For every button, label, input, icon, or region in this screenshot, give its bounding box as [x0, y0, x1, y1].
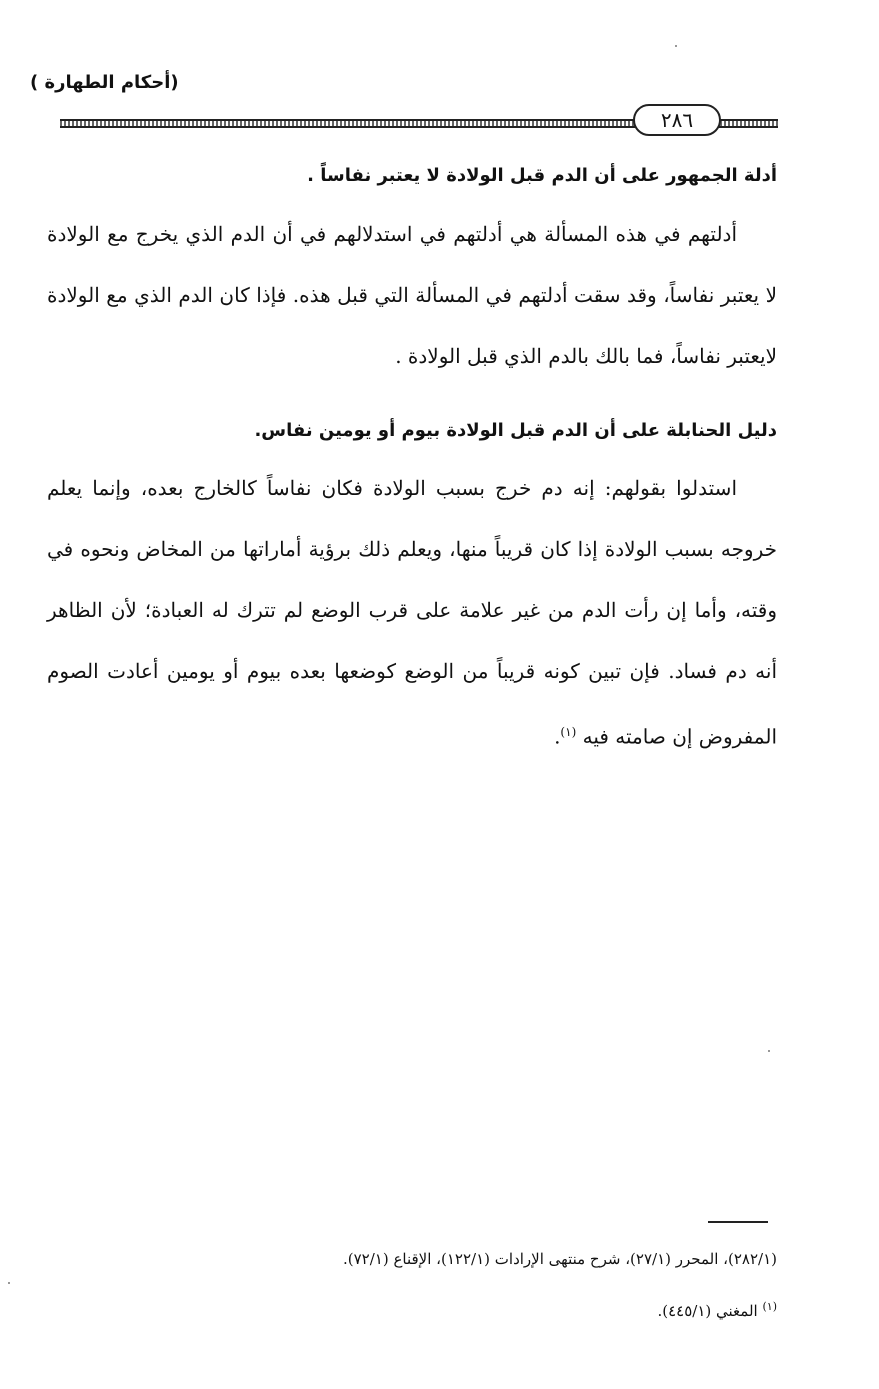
scan-speck	[8, 1282, 10, 1284]
scan-speck	[768, 1050, 770, 1052]
footnote-item	[77, 1283, 777, 1335]
section-heading-majority: أدلة الجمهور على أن الدم قبل الولادة لا يعتبر نفاساً .	[307, 165, 777, 186]
paragraph-majority-text: أدلتهم في هذه المسألة هي أدلتهم في استدلالهم في أن الدم الذي يخرج مع الولادة لا يعتبر نفاساً، وقد سقت أدلتهم في المسألة التي قبل هذه. فإذا كان الدم الذي مع الولادة لايعتبر نفاساً، فما بالك بالدم الذي قبل الولادة .	[47, 222, 777, 368]
page-number: ٢٨٦	[633, 104, 721, 136]
paragraph-hanabila	[47, 458, 777, 768]
paragraph-majority	[47, 204, 777, 387]
scan-speck	[675, 45, 677, 47]
footnote-mark: (١)	[762, 1300, 777, 1313]
paragraph-hanabila-text: استدلوا بقولهم: إنه دم خرج بسبب الولادة فكان نفاساً كالخارج بعده، وإنما يعلم خروجه بسبب الولادة إذا كان قريباً منها، ويعلم ذلك برؤية أماراتها من المخاض ونحوه في وقته، وأما إن رأت الدم من غير علامة على قرب الوضع لم تترك له العبادة؛ لأن الظاهر أنه دم فساد. فإن تبين كونه قريباً من الوضع كوضعها بعده بيوم أو يومين أعادت الصوم المفروض إن صامته فيه	[47, 476, 777, 749]
section-heading-hanabila: دليل الحنابلة على أن الدم قبل الولادة بيوم أو يومين نفاس.	[254, 420, 777, 441]
footnotes	[77, 1235, 777, 1335]
footnote-text: المغني (٤٤٥/١).	[657, 1302, 758, 1320]
footnote-rule	[708, 1221, 768, 1223]
footnote-reference: (١)	[560, 725, 577, 739]
paragraph-hanabila-body	[47, 458, 777, 768]
paragraph-hanabila-end: .	[554, 724, 561, 749]
footnote-continuation: (٢٨٢/١)، المحرر (٢٧/١)، شرح منتهى الإرادات (١٢٢/١)، الإقناع (٧٢/١).	[342, 1250, 777, 1268]
running-title: (أحكام الطهارة )	[30, 72, 179, 93]
